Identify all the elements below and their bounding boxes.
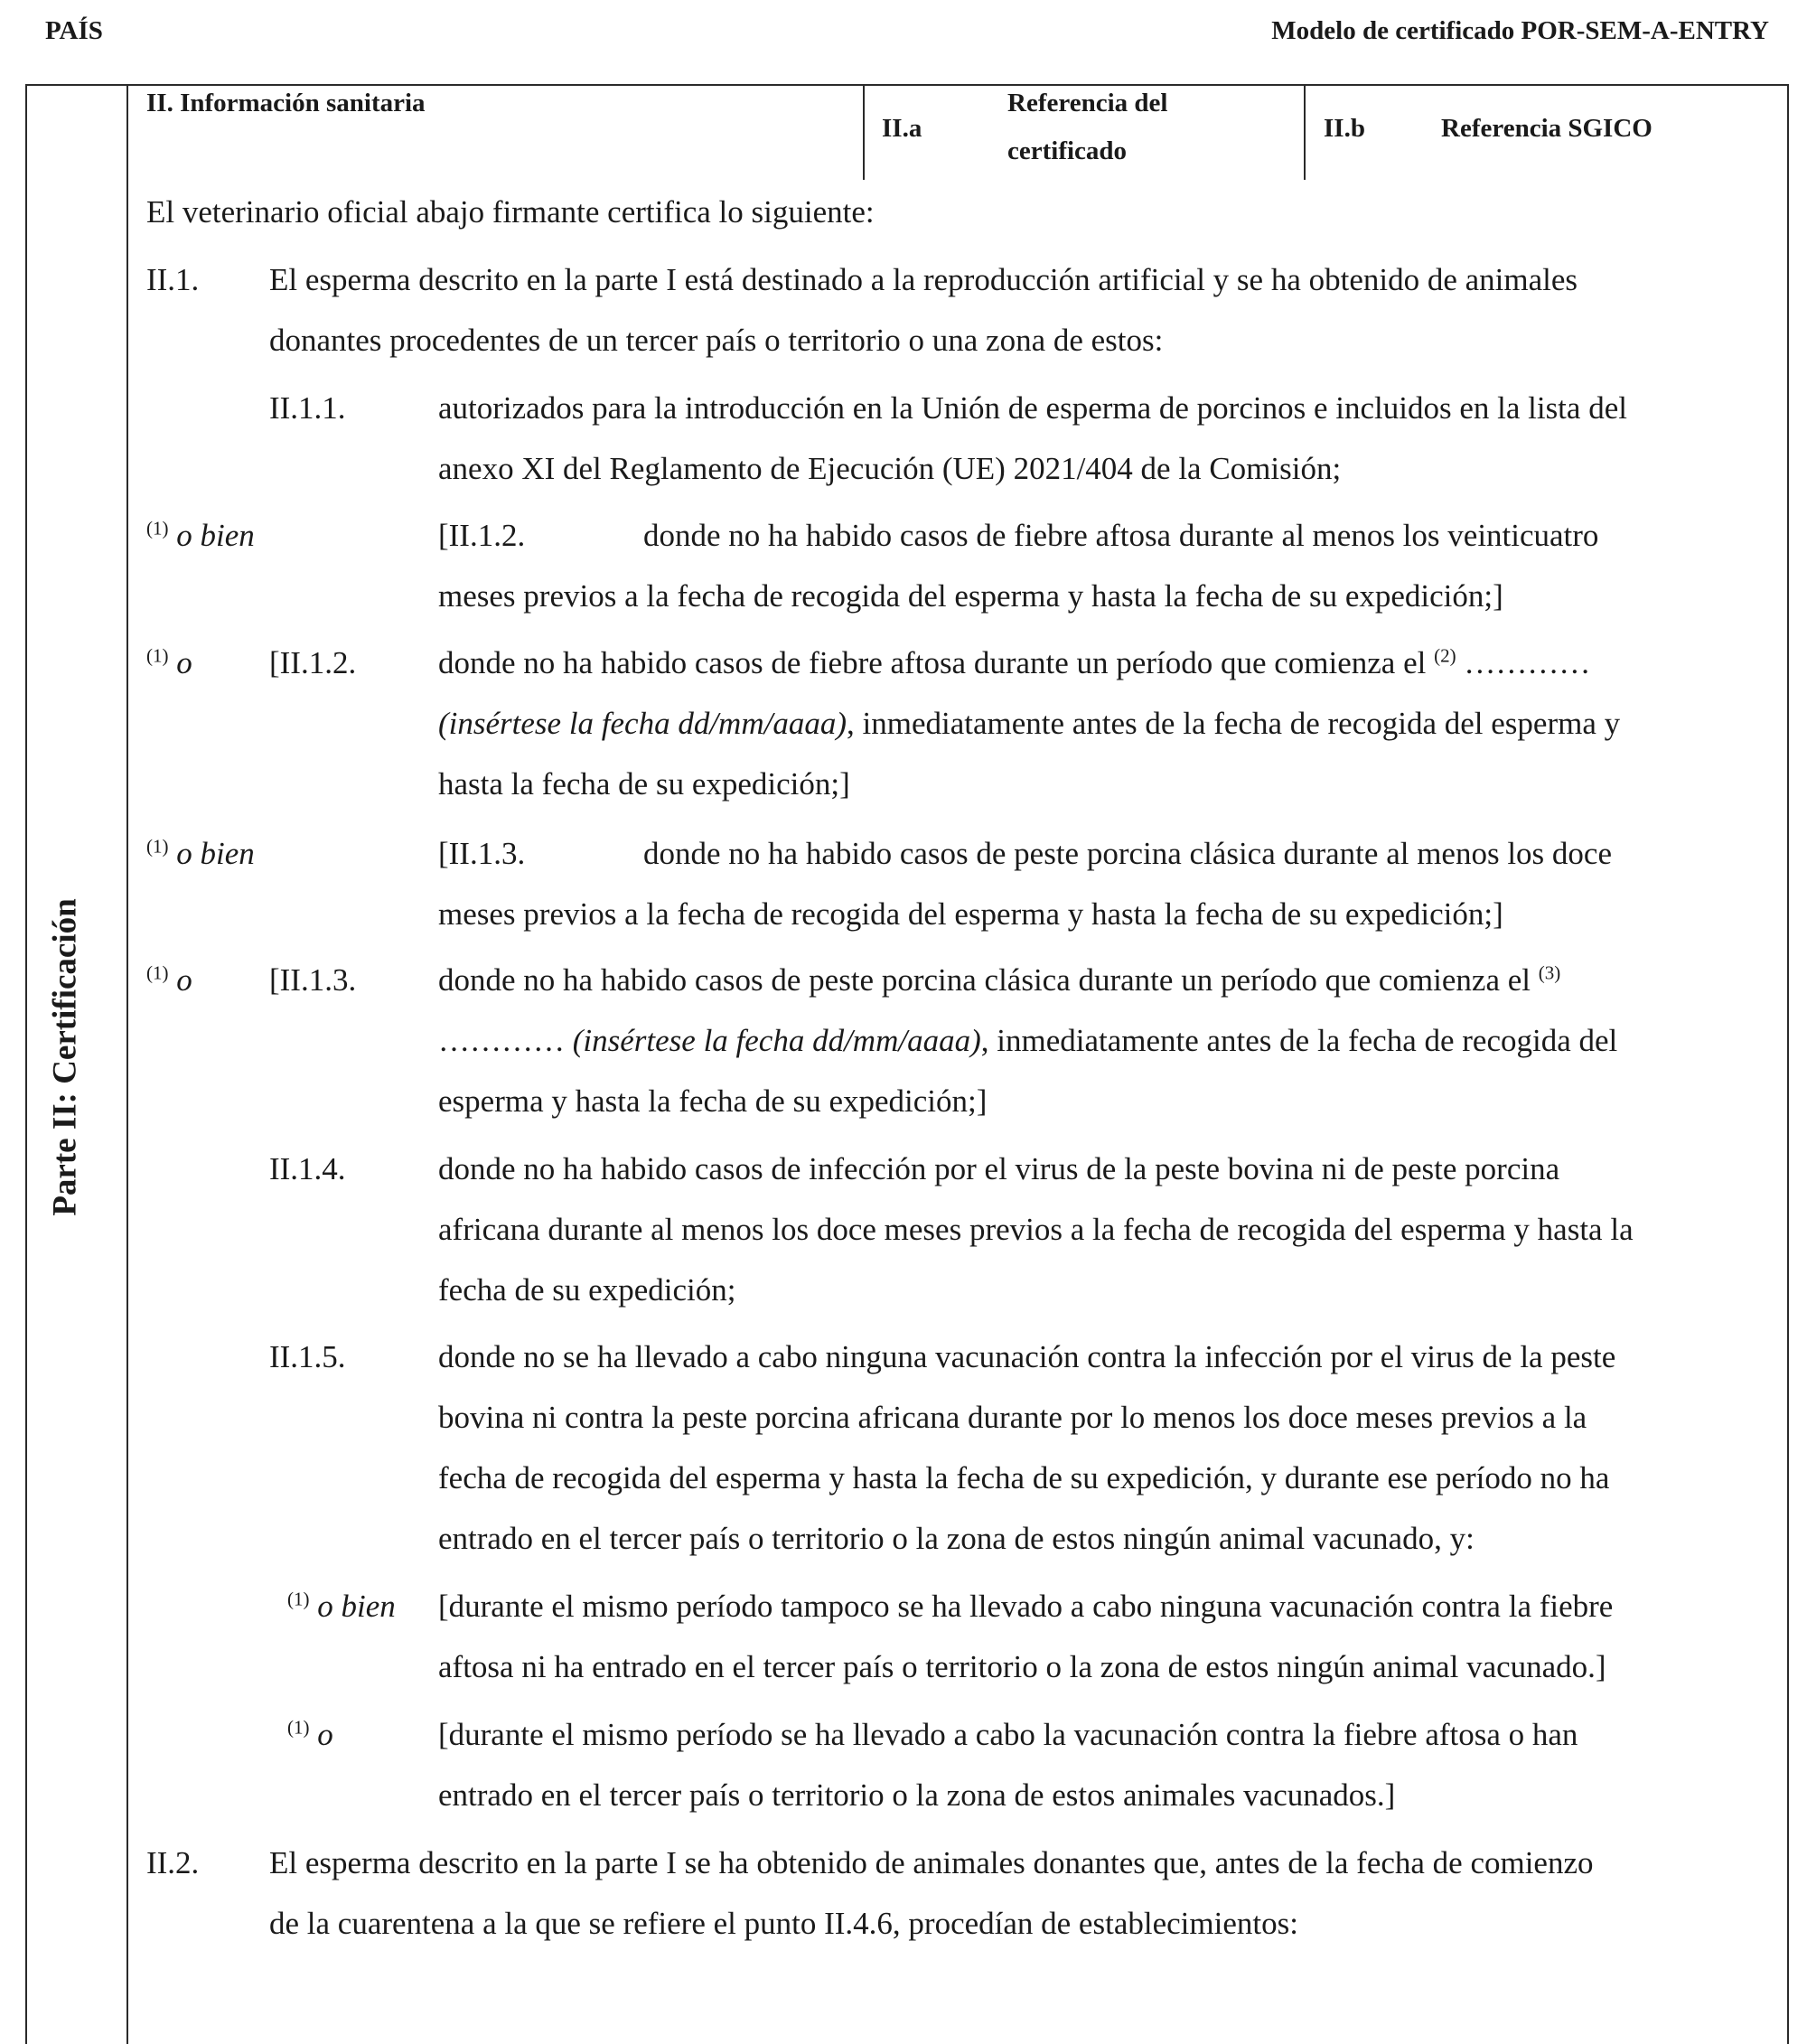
item-number: II.2. [146, 1845, 200, 1880]
item-text-line: [durante el mismo período tampoco se ha llevado a cabo ninguna vacunación contra la fiebre [438, 1589, 1614, 1624]
option-marker: $^{(1)}$ o [287, 1716, 333, 1752]
item-text-line: de la cuarentena a la que se refiere el punto II.4.6, procedían de establecimientos: [269, 1906, 1298, 1941]
item-text-line: esperma y hasta la fecha de su expedición;] [438, 1083, 988, 1119]
item-text-line: meses previos a la fecha de recogida del esperma y hasta la fecha de su expedición;] [438, 896, 1503, 932]
item-text-line: fecha de recogida del esperma y hasta la fecha de su expedición, y durante ese período no ha [438, 1460, 1610, 1495]
item-number: II.1.1. [269, 390, 346, 426]
item-number: II.1.5. [269, 1339, 346, 1374]
header-divider-1 [863, 84, 865, 180]
item-text-line: donde no ha habido casos de peste porcina clásica durante un período que comienza el $^{(3)}$ [438, 961, 1561, 998]
frame-right-border [1787, 84, 1789, 2044]
item-number: II.1.4. [269, 1151, 346, 1186]
item-number: II.1. [146, 262, 200, 297]
item-text-line: africana durante al menos los doce meses previos a la fecha de recogida del esperma y hasta la [438, 1212, 1634, 1247]
section-title: II. Información sanitaria [146, 89, 426, 117]
option-marker: $^{(1)}$ o [146, 961, 192, 998]
item-number: [II.1.2. [269, 645, 357, 680]
item-text-line: El esperma descrito en la parte I se ha obtenido de animales donantes que, antes de la fecha de comienzo [269, 1845, 1594, 1880]
certificate-model-label: Modelo de certificado POR-SEM-A-ENTRY [1271, 16, 1769, 45]
item-text-line: El esperma descrito en la parte I está destinado a la reproducción artificial y se ha obtenido de animales [269, 262, 1578, 297]
item-text-line: hasta la fecha de su expedición;] [438, 766, 850, 802]
item-text-line: anexo XI del Reglamento de Ejecución (UE) 2021/404 de la Comisión; [438, 451, 1342, 486]
item-text-line: autorizados para la introducción en la Unión de esperma de porcinos e incluidos en la lista del [438, 390, 1627, 426]
intro-statement: El veterinario oficial abajo firmante certifica lo siguiente: [146, 194, 875, 230]
side-column-divider [126, 84, 128, 2044]
item-text-line: entrado en el tercer país o territorio o la zona de estos animales vacunados.] [438, 1777, 1396, 1813]
option-marker: $^{(1)}$ o [146, 644, 192, 680]
country-label: PAÍS [45, 16, 103, 45]
option-marker: $^{(1)}$ o bien [287, 1588, 396, 1624]
item-text-line: [durante el mismo período se ha llevado a cabo la vacunación contra la fiebre aftosa o han [438, 1717, 1578, 1752]
ref-cert-label-line2: certificado [1007, 136, 1128, 165]
item-text-line: (insértese la fecha dd/mm/aaaa), inmediatamente antes de la fecha de recogida del esperma y [438, 706, 1621, 741]
item-text-line: aftosa ni ha entrado en el tercer país o territorio o la zona de estos ningún animal vacunado.] [438, 1649, 1606, 1684]
option-marker: $^{(1)}$ o bien [146, 835, 255, 871]
frame-left-border [25, 84, 27, 2044]
item-text-line: donde no ha habido casos de infección por el virus de la peste bovina ni de peste porcina [438, 1151, 1560, 1186]
item-text-line: donde no ha habido casos de peste porcina clásica durante al menos los doce [643, 836, 1612, 871]
item-text-line: fecha de su expedición; [438, 1272, 736, 1308]
item-text-line: entrado en el tercer país o territorio o la zona de estos ningún animal vacunado, y: [438, 1521, 1475, 1556]
item-number: [II.1.2. [438, 518, 526, 553]
ref-sgico-code: II.b [1324, 114, 1365, 143]
item-text-line: meses previos a la fecha de recogida del esperma y hasta la fecha de su expedición;] [438, 578, 1503, 614]
item-number: [II.1.3. [438, 836, 526, 871]
option-marker: $^{(1)}$ o bien [146, 517, 255, 553]
part-ii-side-label: Parte II: Certificación [46, 898, 84, 1216]
item-text-line: ………… (insértese la fecha dd/mm/aaaa), inmediatamente antes de la fecha de recogida del [438, 1023, 1618, 1058]
ref-cert-code: II.a [882, 114, 922, 143]
header-divider-2 [1304, 84, 1306, 180]
item-number: [II.1.3. [269, 962, 357, 998]
item-text-line: donantes procedentes de un tercer país o territorio o una zona de estos: [269, 323, 1164, 358]
frame-top-border [25, 84, 1789, 86]
item-text-line: donde no ha habido casos de fiebre aftosa durante al menos los veinticuatro [643, 518, 1599, 553]
ref-cert-label-line1: Referencia del [1007, 89, 1168, 117]
ref-sgico-label: Referencia SGICO [1441, 114, 1653, 143]
item-text-line: donde no se ha llevado a cabo ninguna vacunación contra la infección por el virus de la peste [438, 1339, 1616, 1374]
item-text-line: bovina ni contra la peste porcina africana durante por lo menos los doce meses previos a la [438, 1400, 1587, 1435]
item-text-line: donde no ha habido casos de fiebre aftosa durante un período que comienza el $^{(2)}$ ………… [438, 644, 1591, 680]
